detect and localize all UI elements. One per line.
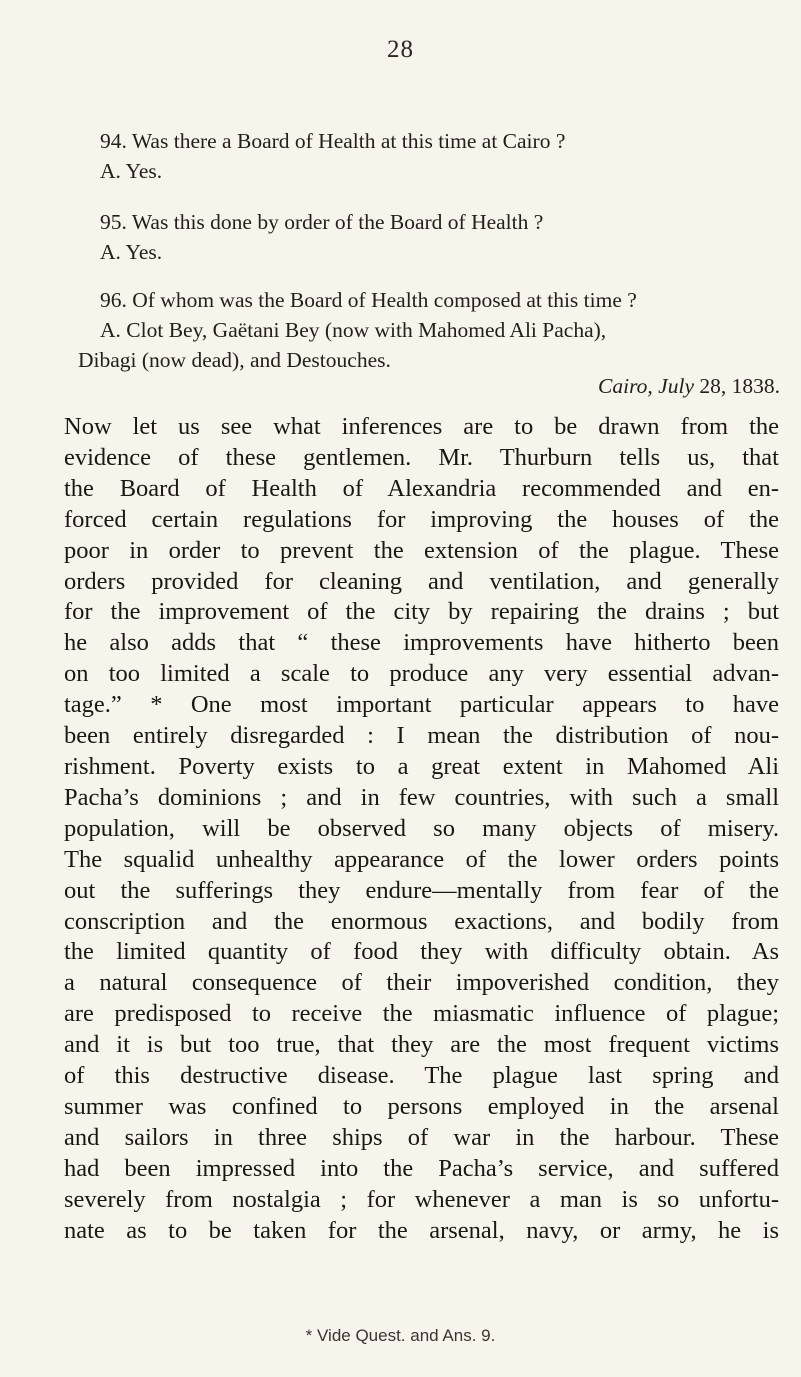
body-line: the limited quantity of food they with difficulty obtain. As [64,938,779,966]
answer-96-line-1: A. Clot Bey, Gaëtani Bey (now with Mahomed Ali Pacha), [100,318,607,342]
body-line: population, will be observed so many objects of misery. [64,814,779,842]
question-96: 96. Of whom was the Board of Health composed at this time ? [100,288,637,312]
body-line: The squalid unhealthy appearance of the lower orders points [64,845,779,873]
body-line: been entirely disregarded : I mean the distribution of nou- [64,722,779,750]
body-line: Now let us see what inferences are to be drawn from the [64,413,779,440]
answer-96-line-2: Dibagi (now dead), and Destouches. [78,348,391,372]
body-line: nate as to be taken for the arsenal, navy, or army, he is [64,1216,779,1244]
body-line: forced certain regulations for improving the houses of the [64,505,779,533]
body-line: orders provided for cleaning and ventilation, and generally [64,567,779,595]
body-line: and sailors in three ships of war in the harbour. These [64,1123,779,1151]
body-line: severely from nostalgia ; for whenever a man is so unfortu- [64,1185,779,1213]
body-line: a natural consequence of their impoverished condition, they [64,969,779,997]
body-line: are predisposed to receive the miasmatic influence of plague; [64,1000,779,1028]
page-number: 28 [387,36,414,63]
footnote: * Vide Quest. and Ans. 9. [305,1326,496,1345]
body-line: evidence of these gentlemen. Mr. Thurburn tells us, that [64,443,779,471]
body-line: summer was confined to persons employed in the arsenal [64,1092,779,1120]
body-line: for the improvement of the city by repairing the drains ; but [64,598,779,626]
body-line: on too limited a scale to produce any very essential advan- [64,660,779,688]
qa-item-94 [100,126,780,186]
body-line: conscription and the enormous exactions, and bodily from [64,907,779,935]
body-paragraph [64,412,779,1246]
body-line: poor in order to prevent the extension of the plague. These [64,536,779,564]
signature-line [100,374,780,399]
signature-date: 28, 1838. [699,374,780,398]
answer-95: A. Yes. [100,240,163,264]
body-line: and it is but too true, that they are the most frequent victims [64,1031,779,1059]
qa-item-96 [78,285,780,375]
qa-item-95 [100,207,780,267]
body-line: of this destructive disease. The plague last spring and [64,1062,779,1090]
body-line: out the sufferings they endure—mentally from fear of the [64,876,779,904]
body-line: he also adds that “ these improvements have hitherto been [64,629,779,657]
body-line: rishment. Poverty exists to a great extent in Mahomed Ali [64,752,779,780]
question-94: 94. Was there a Board of Health at this time at Cairo ? [100,129,566,153]
signature-place: Cairo, July [598,374,694,398]
body-line: the Board of Health of Alexandria recommended and en- [64,474,779,502]
body-line: tage.” * One most important particular appears to have [64,691,779,719]
question-95: 95. Was this done by order of the Board of Health ? [100,210,544,234]
answer-94: A. Yes. [100,159,163,183]
body-line: had been impressed into the Pacha’s service, and suffered [64,1154,779,1182]
body-line: Pacha’s dominions ; and in few countries, with such a small [64,783,779,811]
